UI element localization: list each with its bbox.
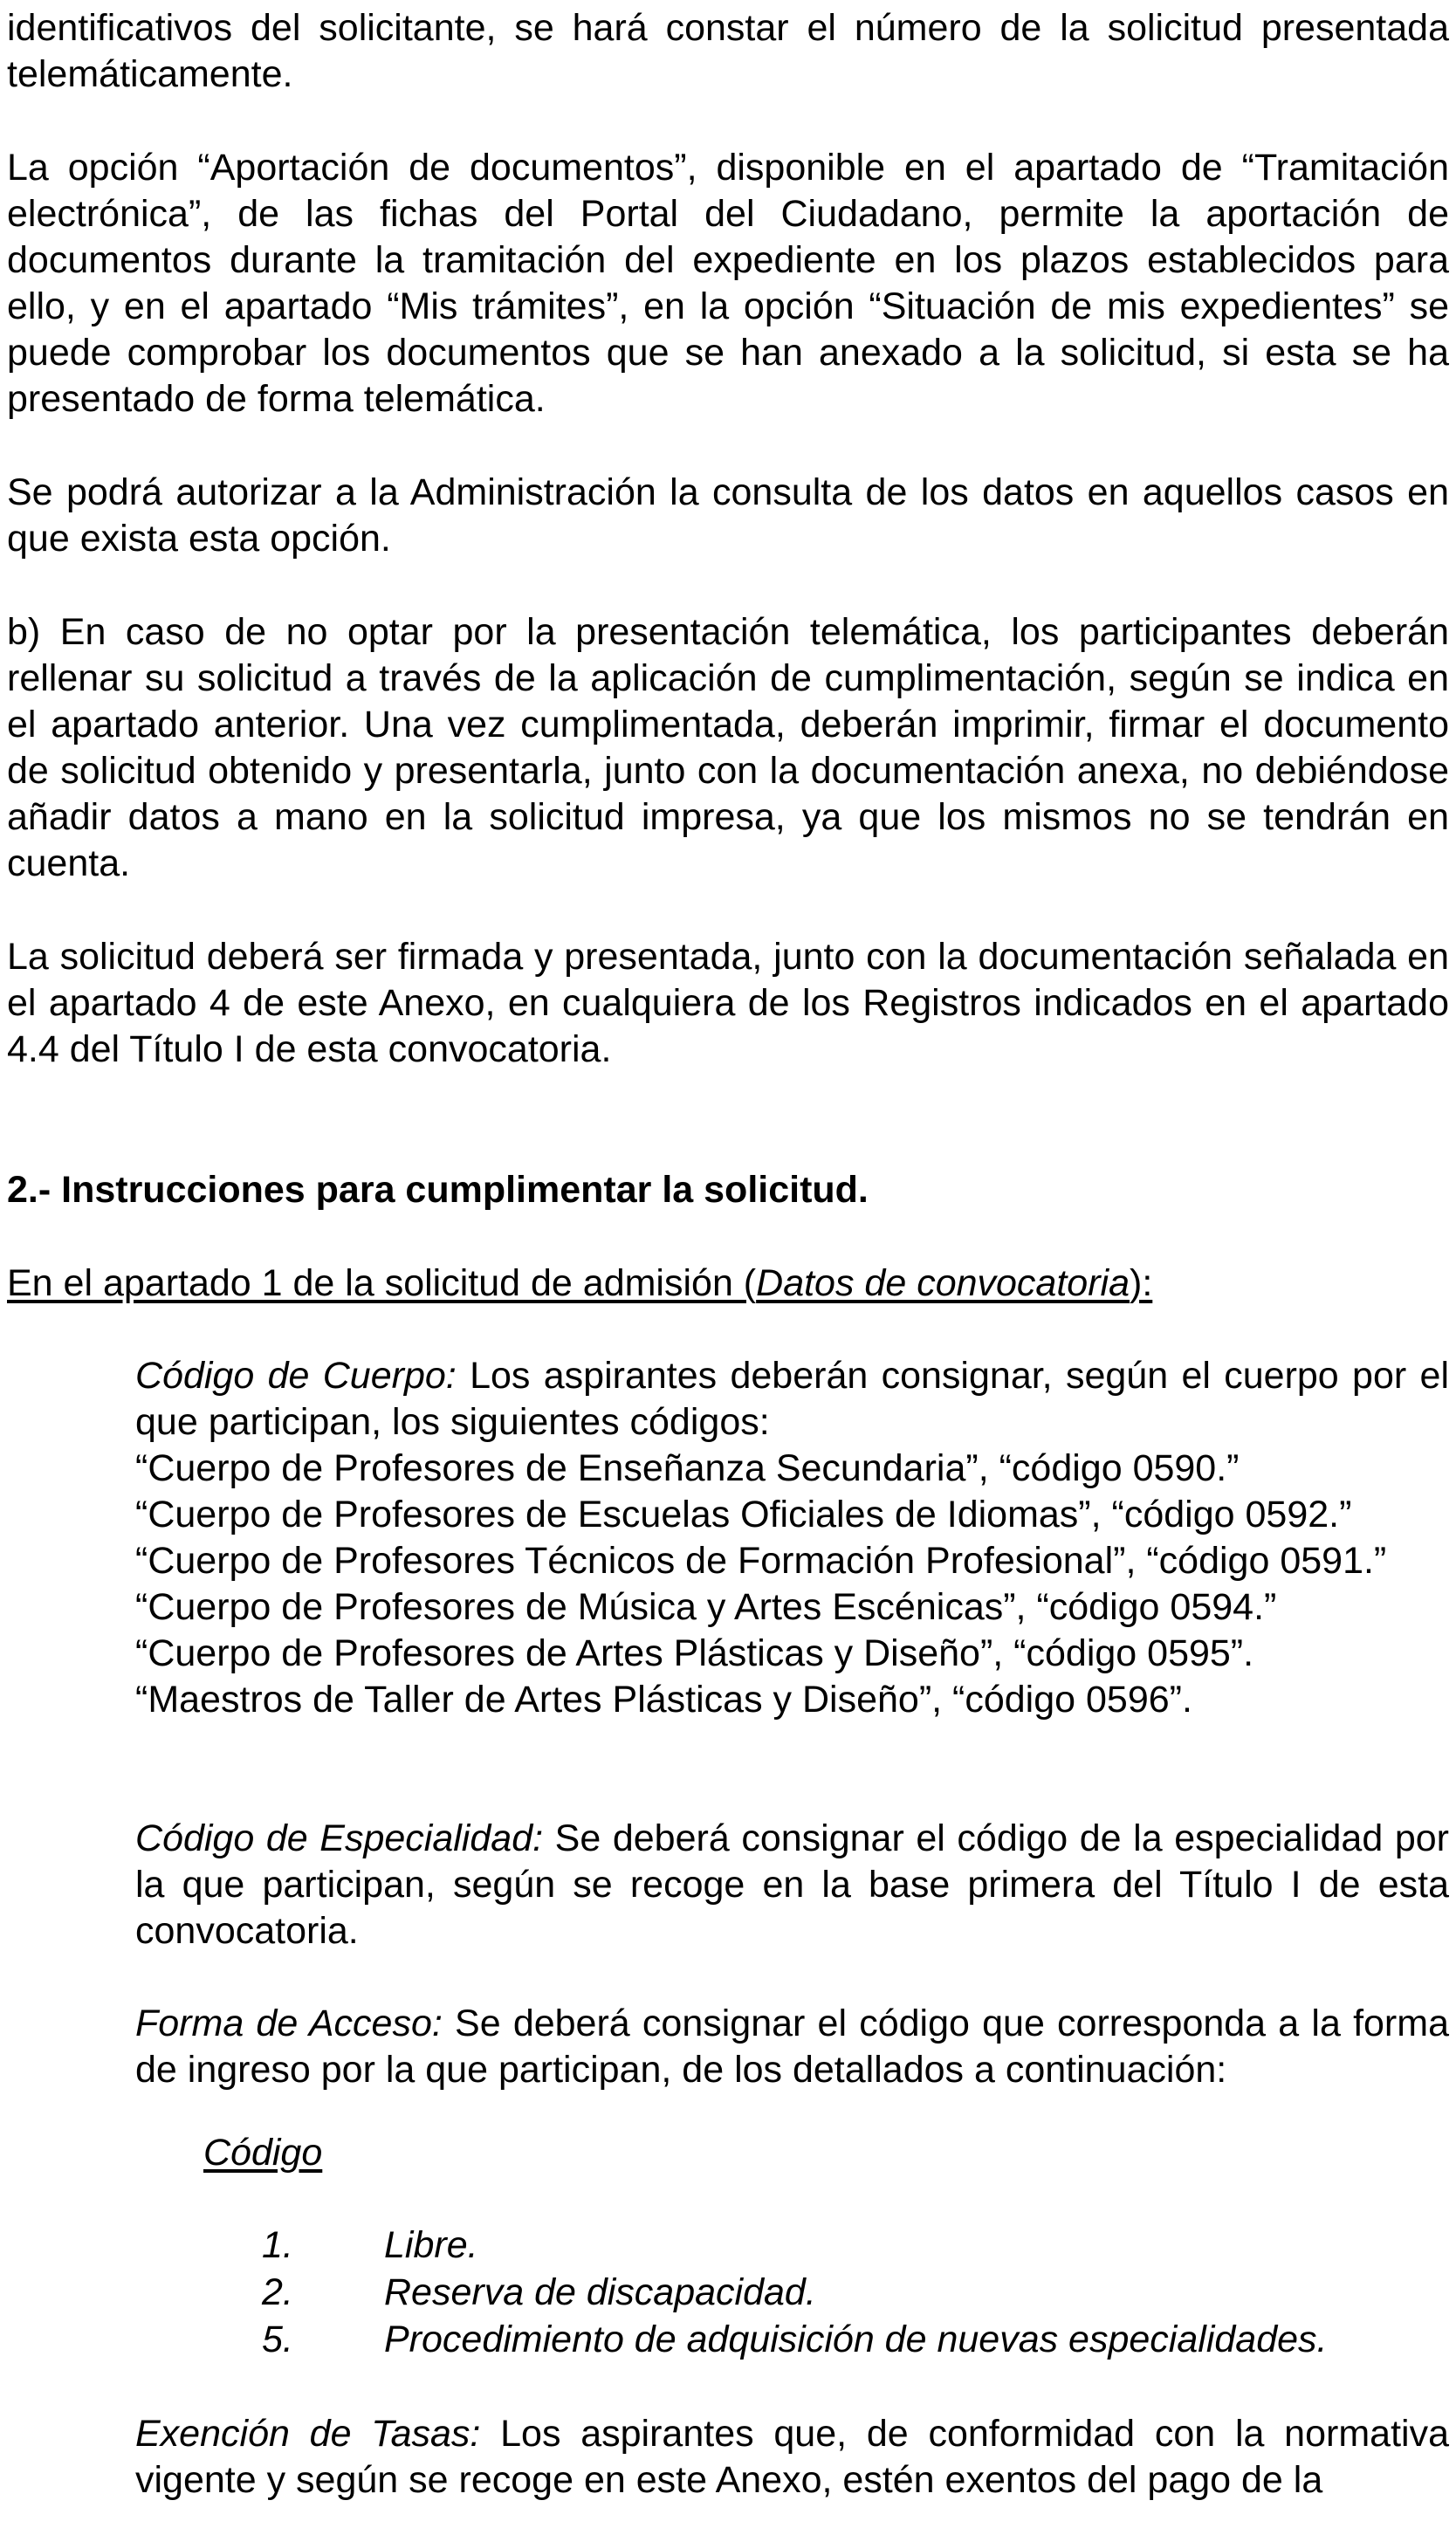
code-number: 1.	[262, 2224, 293, 2266]
forma-acceso-text: Se deberá consignar el código que corresponda a la forma de ingreso por la que participan, de los detallados a continuación:	[135, 2002, 1449, 2091]
forma-acceso-label: Forma de Acceso:	[135, 2002, 443, 2044]
code-item	[262, 2222, 1449, 2269]
paragraph-firma-presentacion: La solicitud deberá ser firmada y presentada, junto con la documentación señalada en el apartado 4 de este Anexo, en cualquiera de los Registros indicados en el apartado 4.4 del Título I de esta convocatoria.	[7, 936, 1449, 1070]
paragraph-aportacion-documentos: La opción “Aportación de documentos”, disponible en el apartado de “Tramitación electrónica”, de las fichas del Portal del Ciudadano, permite la aportación de documentos durante la tramitación del expediente en los plazos establecidos para ello, y en el apartado “Mis trámites”, en la opción “Situación de mis expedientes” se puede comprobar los documentos que se han anexado a la solicitud, si esta se ha presentado de forma telemática.	[7, 147, 1449, 420]
paragraph-option-b: b) En caso de no optar por la presentación telemática, los participantes deberán rellenar su solicitud a través de la aplicación de cumplimentación, según se indica en el apartado anterior. Una vez cumplimentada, deberán imprimir, firmar el documento de solicitud obtenido y presentarla, junto con la documentación anexa, no debiéndose añadir datos a mano en la solicitud impresa, ya que los mismos no se tendrán en cuenta.	[7, 611, 1449, 884]
code-number: 2.	[262, 2271, 293, 2313]
codigo-cuerpo-block	[135, 1353, 1449, 1723]
subheading-prefix: En el apartado 1 de la solicitud de admisión (	[7, 1262, 757, 1304]
codigo-especialidad-label: Código de Especialidad:	[135, 1817, 544, 1859]
code-description: Reserva de discapacidad.	[384, 2271, 816, 2313]
section-heading: 2.- Instrucciones para cumplimentar la solicitud.	[7, 1169, 869, 1211]
codigo-especialidad-text: Se deberá consignar el código de la especialidad por la que participan, según se recoge en la base primera del Título I de esta convocatoria.	[135, 1817, 1450, 1952]
code-number: 5.	[262, 2318, 293, 2360]
paragraph-autorizar-consulta: Se podrá autorizar a la Administración la consulta de los datos en aquellos casos en que exista esta opción.	[7, 471, 1449, 560]
exencion-tasas-block	[135, 2411, 1449, 2504]
codigo-cuerpo-label: Código de Cuerpo:	[135, 1355, 457, 1397]
exencion-tasas-text: Los aspirantes que, de conformidad con la normativa vigente y según se recoge en este Anexo, estén exentos del pago de la	[135, 2413, 1449, 2501]
cuerpo-line: “Maestros de Taller de Artes Plásticas y Diseño”, “código 0596”.	[135, 1679, 1192, 1721]
code-description: Procedimiento de adquisición de nuevas especialidades.	[384, 2318, 1328, 2360]
cuerpo-line: “Cuerpo de Profesores de Música y Artes Escénicas”, “código 0594.”	[135, 1586, 1277, 1628]
forma-acceso-block	[135, 2001, 1449, 2093]
code-item	[262, 2317, 1449, 2363]
codigo-especialidad-block	[135, 1816, 1449, 1954]
subheading-suffix: ):	[1130, 1262, 1153, 1304]
codigo-title: Código	[203, 2132, 323, 2174]
codigo-cuerpo-text: Los aspirantes deberán consignar, según el cuerpo por el que participan, los siguientes códigos:	[135, 1355, 1450, 1443]
cuerpo-line: “Cuerpo de Profesores de Enseñanza Secundaria”, “código 0590.”	[135, 1447, 1240, 1489]
code-description: Libre.	[384, 2224, 478, 2266]
cuerpo-line: “Cuerpo de Profesores de Escuelas Oficiales de Idiomas”, “código 0592.”	[135, 1494, 1352, 1535]
exencion-tasas-label: Exención de Tasas:	[135, 2413, 481, 2455]
code-item	[262, 2270, 1449, 2316]
codigo-cuerpo-intro	[135, 1353, 1449, 1446]
cuerpo-line: “Cuerpo de Profesores de Artes Plásticas y Diseño”, “código 0595”.	[135, 1632, 1254, 1674]
cuerpo-line: “Cuerpo de Profesores Técnicos de Formación Profesional”, “código 0591.”	[135, 1540, 1387, 1582]
section-subheading	[7, 1261, 1449, 1307]
subheading-italic: Datos de convocatoria	[756, 1262, 1130, 1304]
paragraph-continuation: identificativos del solicitante, se hará constar el número de la solicitud presentada telemáticamente.	[7, 7, 1449, 95]
